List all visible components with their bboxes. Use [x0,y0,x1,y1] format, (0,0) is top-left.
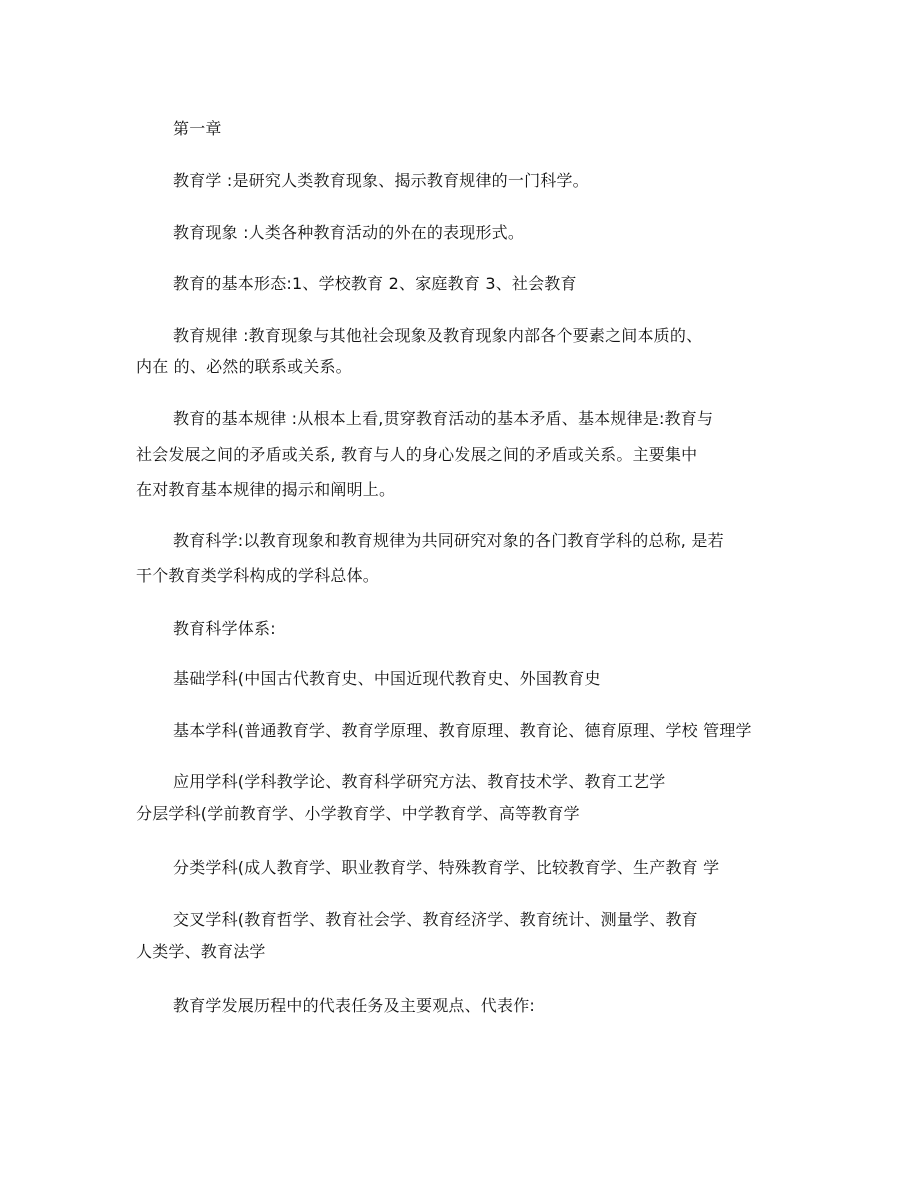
definition-pedagogy: 教育学 :是研究人类教育现象、揭示教育规律的一门科学。 [173,171,589,190]
chapter-heading: 第一章 [173,119,222,138]
definition-phenomenon: 教育现象 :人类各种教育活动的外在的表现形式。 [173,223,525,242]
basic-forms: 教育的基本形态:1、学校教育 2、家庭教育 3、社会教育 [173,274,577,293]
education-law-line-1: 教育规律 :教育现象与其他社会现象及教育现象内部各个要素之间本质的、 [173,326,703,345]
education-science-line-2: 干个教育类学科构成的学科总体。 [136,566,380,585]
science-system-title: 教育科学体系: [173,619,276,638]
cross-subjects-line-2: 人类学、教育法学 [136,942,266,961]
history-heading: 教育学发展历程中的代表任务及主要观点、代表作: [173,996,535,1015]
basic-subjects: 基本学科(普通教育学、教育学原理、教育原理、教育论、德育原理、学校 管理学 [173,721,752,740]
education-science-line-1: 教育科学:以教育现象和教育规律为共同研究对象的各门教育学科的总称, 是若 [173,531,724,550]
basic-law-line-1: 教育的基本规律 :从根本上看,贯穿教育活动的基本矛盾、基本规律是:教育与 [173,409,714,428]
category-subjects: 分类学科(成人教育学、职业教育学、特殊教育学、比较教育学、生产教育 学 [173,858,720,877]
basic-law-line-2: 社会发展之间的矛盾或关系, 教育与人的身心发展之间的矛盾或关系。主要集中 [136,445,698,464]
foundation-subjects: 基础学科(中国古代教育史、中国近现代教育史、外国教育史 [173,669,601,688]
tiered-subjects: 分层学科(学前教育学、小学教育学、中学教育学、高等教育学 [136,804,580,823]
basic-law-line-3: 在对教育基本规律的揭示和阐明上。 [136,480,396,499]
applied-subjects: 应用学科(学科教学论、教育科学研究方法、教育技术学、教育工艺学 [173,772,666,791]
education-law-line-2: 内在 的、必然的联系或关系。 [136,357,352,376]
cross-subjects-line-1: 交叉学科(教育哲学、教育社会学、教育经济学、教育统计、测量学、教育 [173,910,698,929]
